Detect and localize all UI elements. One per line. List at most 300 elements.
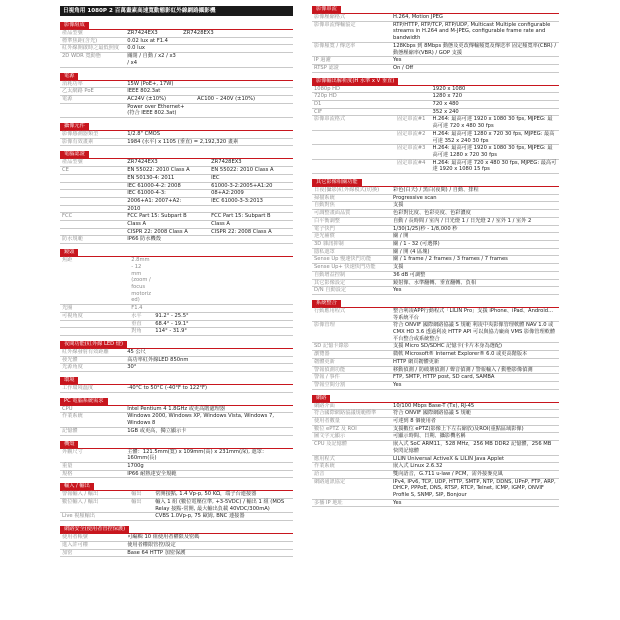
- spec-label: SD 記憶卡錄影: [312, 343, 391, 351]
- spec-value: 支援數位 ePTZ(影像上下左右縮放)及ROI(重點區域影像): [391, 425, 559, 433]
- spec-value: 常開接點, 1.4 Vp-p, 50 KΩ，端子台連接器: [153, 491, 293, 498]
- spec-table: [312, 86, 559, 174]
- spec-row: [60, 53, 293, 67]
- spec-section: [60, 483, 293, 521]
- right-column: [312, 6, 559, 512]
- spec-value: HTTP 網頁韌體更新: [391, 358, 559, 366]
- spec-value: 2.8mm - 12 mm (zoom / focus motorized): [125, 257, 153, 304]
- spec-value: [391, 108, 431, 116]
- spec-value: 1700g: [125, 462, 293, 470]
- spec-label: 進入許可權: [60, 541, 125, 549]
- spec-value: IEC 61000-4-2: 2008: [125, 182, 209, 190]
- spec-row: [312, 279, 559, 287]
- spec-value: IP66 耐熱達安全規範: [125, 470, 293, 478]
- spec-row: [312, 159, 559, 173]
- spec-label: 行動應用程式: [312, 308, 391, 322]
- spec-row: [60, 257, 293, 304]
- section-heading: 電源: [60, 73, 78, 80]
- spec-row: [312, 233, 559, 241]
- spec-row: [60, 131, 293, 138]
- spec-row: [312, 42, 559, 56]
- spec-label: Live 視頻輸出: [60, 513, 125, 521]
- spec-section: [60, 377, 293, 393]
- spec-value: 水平: [125, 312, 153, 320]
- spec-label: 網路通訊協定: [312, 478, 391, 499]
- spec-table: [60, 257, 293, 336]
- spec-label: [60, 103, 125, 117]
- spec-value: [153, 305, 293, 313]
- section-heading: 網路安全(使用者管控保護): [60, 526, 129, 533]
- spec-value: Intel Pentium 4 1.8GHz 或更高階處理器: [125, 406, 293, 413]
- spec-row: [60, 320, 293, 328]
- spec-row: [312, 93, 559, 101]
- spec-value: 68.4° - 19.1°: [153, 320, 293, 328]
- spec-value: 固定串流#2: [391, 130, 431, 144]
- spec-table: [60, 385, 293, 393]
- spec-row: [312, 358, 559, 366]
- spec-value: 128Kbps 到 8Mbps 動態及更改傳輸頻寬及傳送率 固定頻寬率(CBR) / 動態壓縮率(VBR) / GOP 支援: [391, 42, 559, 56]
- spec-value: H.264: 最高可達 1920 x 1080 30 fps, MJPEG: 最高可達 720 x 480 30 fps: [431, 116, 559, 130]
- spec-label: 發光體: [60, 356, 125, 364]
- spec-value: 1920 x 1080: [431, 86, 559, 93]
- spec-label: 重量: [60, 462, 125, 470]
- spec-label: FCC: [60, 213, 125, 221]
- spec-row: [60, 385, 293, 392]
- spec-row: [312, 240, 559, 248]
- spec-value: Class A: [209, 221, 293, 229]
- spec-section: [60, 151, 293, 244]
- spec-label: 3D 雜訊抑制: [312, 240, 391, 248]
- spec-label: 符合國際網路協議規範標準: [312, 410, 391, 418]
- spec-label: 記憶體: [60, 427, 125, 435]
- spec-section: [60, 249, 293, 336]
- spec-label: 焦距: [60, 257, 125, 304]
- spec-value: [195, 103, 293, 117]
- spec-row: [312, 14, 559, 21]
- spec-row: [312, 225, 559, 233]
- section-heading: 輸入 / 輸出: [60, 483, 94, 490]
- spec-value: IEC: [209, 174, 293, 182]
- spec-value: 1984 (水平) x 1105 (垂直) = 2,192,320 畫素: [125, 138, 293, 146]
- spec-value: EN 50130-4: 2011: [125, 174, 209, 182]
- spec-row: [60, 88, 293, 96]
- spec-value: 45 公尺: [125, 349, 293, 356]
- spec-value: [153, 257, 293, 304]
- spec-label: [60, 190, 125, 198]
- spec-table: [60, 449, 293, 479]
- spec-value: H.264, Motion JPEG: [391, 14, 559, 21]
- spec-table: [60, 406, 293, 436]
- spec-value: LILIN Universal ActiveX & LILIN Java Applet: [391, 455, 559, 463]
- spec-label: [60, 320, 125, 328]
- spec-label: 日夜(攝影)紅外線模式(切換): [312, 187, 391, 194]
- spec-value: CVBS 1.0Vp-p, 75 歐姆, BNC 連接器: [153, 513, 293, 521]
- spec-table: [60, 30, 293, 68]
- spec-label: 光源角度: [60, 364, 125, 372]
- spec-value: 1/2.8" CMOS: [125, 131, 293, 138]
- spec-label: 影像壓縮格式: [312, 14, 391, 21]
- spec-value: -40°C to 50°C (-40°F to 122°F): [125, 385, 293, 392]
- spec-row: [60, 534, 293, 541]
- spec-row: [60, 197, 293, 205]
- spec-value: 支援 Micro SD/SDHC 記憶卡(卡片本身為選配): [391, 343, 559, 351]
- spec-table: [312, 187, 559, 295]
- spec-row: [312, 478, 559, 499]
- spec-section: [60, 441, 293, 479]
- spec-row: [312, 86, 559, 93]
- spec-value: 輸出: [125, 499, 153, 513]
- spec-value: 固定串流#1: [391, 116, 431, 130]
- spec-table: [60, 349, 293, 372]
- spec-label: 影像串流格式: [312, 116, 391, 130]
- spec-value: 固定串流#4: [391, 159, 431, 173]
- spec-value: 114° - 31.9°: [153, 328, 293, 336]
- spec-section: [60, 22, 293, 68]
- spec-label: 光圈: [60, 305, 125, 313]
- section-heading: PC 電腦系統需求: [60, 398, 108, 405]
- spec-row: [312, 463, 559, 471]
- spec-value: AC100 – 240V (±10%): [195, 95, 293, 103]
- spec-value: F1.4: [125, 305, 153, 313]
- spec-value: FCC Part 15: Subpart B: [125, 213, 209, 221]
- spec-value: Windows 2000, Windows XP, Windows Vista, Windows 7, Windows 8: [125, 413, 293, 427]
- spec-row: [312, 441, 559, 455]
- spec-label: 720p HD: [312, 93, 391, 101]
- spec-value: IEEE 802.3at: [125, 88, 195, 96]
- spec-label: 可調整畫面品質: [312, 210, 391, 218]
- spec-value: [181, 53, 293, 67]
- spec-row: [60, 499, 293, 513]
- spec-label: 數位輸入 / 輸出: [60, 499, 125, 513]
- spec-row: [60, 95, 293, 103]
- spec-section: [312, 78, 559, 174]
- spec-row: [312, 108, 559, 116]
- spec-row: [60, 103, 293, 117]
- spec-label: 語音: [312, 470, 391, 478]
- spec-section: [312, 395, 559, 508]
- spec-value: 關 / 1 frame / 2 frames / 3 frames / 7 frames: [391, 256, 559, 264]
- spec-label: 可視角度: [60, 312, 125, 320]
- spec-value: Power over Ethernet+ (符合 IEEE 802.3at): [125, 103, 195, 117]
- spec-row: [312, 433, 559, 441]
- spec-label: 警報偵測功能: [312, 366, 391, 374]
- spec-row: [60, 213, 293, 221]
- spec-row: [60, 513, 293, 521]
- spec-label: 規格: [60, 470, 125, 478]
- spec-row: [312, 425, 559, 433]
- spec-value: 08+A2:2009: [209, 190, 293, 198]
- spec-label: 其它影像設定: [312, 279, 391, 287]
- spec-value: 91.2° - 25.5°: [153, 312, 293, 320]
- spec-label: 多播 IP 地址: [312, 499, 391, 507]
- spec-row: [60, 491, 293, 498]
- spec-section: [60, 398, 293, 436]
- spec-value: 61000-3-2:2005+A1:20: [209, 182, 293, 190]
- spec-value: H.264: 最高可達 1280 x 720 30 fps, MJPEG: 最高可達 352 x 240 30 fps: [431, 130, 559, 144]
- spec-value: 使用者權限管控/設定: [125, 541, 293, 549]
- spec-value: 自動 / 長時間 / 室內 / 日光燈 1 / 日光燈 2 / 室外 1 / 室外 2: [391, 217, 559, 225]
- section-heading: 其它影像相關功能: [312, 179, 362, 186]
- spec-label: 電源: [60, 95, 125, 103]
- spec-label: 標準焦距(含光): [60, 37, 125, 45]
- spec-value: 支援: [391, 202, 559, 210]
- spec-table: [60, 81, 293, 119]
- spec-value: 對角: [125, 328, 153, 336]
- spec-label: 作業系統: [60, 413, 125, 427]
- spec-label: D1: [312, 101, 391, 109]
- section-heading: 影像組成: [60, 22, 89, 29]
- section-heading: 機殼: [60, 441, 78, 448]
- spec-value: [195, 88, 293, 96]
- spec-label: [60, 174, 125, 182]
- spec-value: EN 55022: 2010 Class A: [209, 167, 293, 175]
- spec-label: 自動增益控制: [312, 271, 391, 279]
- spec-row: [60, 364, 293, 372]
- spec-label: [60, 221, 125, 229]
- section-heading: 影像輸出解析度(H 水準 x V 垂直): [312, 78, 398, 85]
- spec-label: 加密: [60, 549, 125, 557]
- spec-section: [60, 123, 293, 146]
- spec-label: 瀏覽器: [312, 351, 391, 359]
- spec-value: On / Off: [391, 64, 559, 72]
- spec-label: 紅外線發射有效距離: [60, 349, 125, 356]
- spec-row: [60, 462, 293, 470]
- spec-row: [312, 308, 559, 322]
- spec-row: [60, 449, 293, 463]
- spec-row: [60, 174, 293, 182]
- spec-label: 網路介面: [312, 403, 391, 410]
- spec-section: [312, 300, 559, 390]
- spec-value: 移動偵測 / 防破壞偵測 / 聲音偵測 / 警報輸入 / 動態影像偵測: [391, 366, 559, 374]
- spec-row: [60, 427, 293, 435]
- spec-value: 符合 ONVIF 國際網路協議 S 規範 利凌中央影像管理軟體 NAV 1.0 或 CMX HD 3.6 透過利凌 HTTP API 可以與協力廠商 VMS 影像管理軟體平台整合或系統整合: [391, 322, 559, 343]
- spec-row: [312, 116, 559, 130]
- spec-row: [60, 236, 293, 244]
- spec-label: CPU: [60, 406, 125, 413]
- spec-row: [60, 221, 293, 229]
- spec-row: [312, 271, 559, 279]
- spec-label: 消耗功率: [60, 81, 125, 88]
- spec-row: [312, 202, 559, 210]
- spec-label: 數位 ePTZ 及 ROI: [312, 425, 391, 433]
- spec-label: 防水規範: [60, 236, 125, 244]
- spec-row: [60, 159, 293, 166]
- spec-row: [60, 406, 293, 413]
- spec-label: [312, 159, 391, 173]
- spec-value: Base 64 HTTP 加密保護: [125, 549, 293, 557]
- spec-label: 使用者帳號: [60, 534, 125, 541]
- spec-value: IEC 61000-3-3:2013: [209, 197, 293, 205]
- spec-label: 影像串流傳輸協定: [312, 21, 391, 42]
- spec-label: 隱私遮罩: [312, 248, 391, 256]
- spec-row: [312, 403, 559, 410]
- spec-value: [125, 513, 153, 521]
- spec-label: [312, 130, 391, 144]
- spec-row: [60, 305, 293, 313]
- spec-row: [312, 57, 559, 65]
- spec-row: [312, 410, 559, 418]
- spec-value: [391, 93, 431, 101]
- spec-value: CISPR 22: 2008 Class A: [209, 228, 293, 236]
- spec-value: RTP/HTTP, RTP/TCP, RTP/UDP, Multicast Multiple configurable streams in H.264 and M-JPEG, configurable frame rate and bandwidth: [391, 21, 559, 42]
- spec-row: [312, 287, 559, 295]
- spec-row: [312, 210, 559, 218]
- spec-row: [60, 81, 293, 88]
- spec-value: 2010: [125, 205, 209, 213]
- spec-label: CPU 及記憶體: [312, 441, 391, 455]
- spec-value: [391, 86, 431, 93]
- spec-value: 1GB 或更高，獨立顯示卡: [125, 427, 293, 435]
- spec-row: [60, 228, 293, 236]
- spec-row: [312, 264, 559, 272]
- spec-label: 產品型號: [60, 30, 125, 37]
- spec-row: [312, 374, 559, 382]
- spec-label: 使用者數量: [312, 418, 391, 426]
- spec-value: ZR7428EX3: [181, 30, 293, 37]
- spec-section: [60, 526, 293, 557]
- spec-label: 白平衡調整: [312, 217, 391, 225]
- spec-value: H.264: 最高可達 720 x 480 30 fps, MJPEG: 最高可達 1920 x 1080 15 fps: [431, 159, 559, 173]
- spec-label: 應用程式: [312, 455, 391, 463]
- spec-label: [60, 328, 125, 336]
- spec-label: 產品型號: [60, 159, 125, 166]
- spec-value: Yes: [391, 381, 559, 389]
- spec-label: 1080p HD: [312, 86, 391, 93]
- spec-row: [60, 190, 293, 198]
- spec-value: 嵌入式 Linux 2.6.32: [391, 463, 559, 471]
- spec-label: 工作環境溫度: [60, 385, 125, 392]
- spec-row: [312, 64, 559, 72]
- left-column: [60, 6, 293, 562]
- spec-value: 0.02 lux at F1.4: [125, 37, 181, 45]
- spec-label: CE: [60, 167, 125, 175]
- spec-table: [312, 14, 559, 73]
- section-heading: 電腦認證: [60, 151, 89, 158]
- spec-section: [312, 6, 559, 73]
- spec-row: [312, 217, 559, 225]
- spec-row: [60, 356, 293, 364]
- spec-label: 影像有效畫素: [60, 138, 125, 146]
- spec-value: 可顯示時間、日期、攝影機名稱: [391, 433, 559, 441]
- spec-table: [60, 159, 293, 244]
- spec-label: 警報輸入 / 輸出: [60, 491, 125, 498]
- spec-label: 外觀尺寸: [60, 449, 125, 463]
- spec-row: [312, 343, 559, 351]
- spec-value: ZR7424EX3: [125, 159, 209, 166]
- section-heading: 影像串流: [312, 6, 341, 13]
- spec-value: 高功率紅外線LED 850nm: [125, 356, 293, 364]
- spec-label: 影像頻寬 / 傳送率: [312, 42, 391, 56]
- spec-value: Yes: [391, 57, 559, 65]
- spec-value: 關 / 1 - 32 (可選擇): [391, 240, 559, 248]
- spec-label: 影像感測器類型: [60, 131, 125, 138]
- spec-value: [181, 45, 293, 53]
- spec-value: H.264: 最高可達 1920 x 1080 30 fps, MJPEG: 最高可達 1280 x 720 30 fps: [431, 145, 559, 159]
- spec-value: 2006+A1: 2007+A2:: [125, 197, 209, 205]
- spec-label: 韌體更新: [312, 358, 391, 366]
- spec-value: 720 x 480: [431, 101, 559, 109]
- spec-value: 可編輯 10 組使用者權限及密碼: [125, 534, 293, 541]
- spec-value: EN 55022: 2010 Class A: [125, 167, 209, 175]
- spec-row: [312, 130, 559, 144]
- spec-value: 輸入 1 組 (數位電壓位準, +3-5VDC) / 輸出 1 組 (MOS Relay 接點-常開, 最大輸出負載 40VDC/300mA): [153, 499, 293, 513]
- spec-value: 關 / 開: [391, 233, 559, 241]
- spec-value: 1/30(1/25)秒 - 1/8,000 秒: [391, 225, 559, 233]
- section-heading: 夜間功能(紅外線 LED 燈): [60, 341, 127, 348]
- spec-label: Sense Up+ 快速快門功能: [312, 264, 391, 272]
- spec-row: [60, 470, 293, 478]
- spec-label: [312, 145, 391, 159]
- spec-value: 0.0 lux: [125, 45, 181, 53]
- spec-value: Yes: [391, 499, 559, 507]
- spec-table: [60, 491, 293, 521]
- spec-value: ZR7424EX3: [125, 30, 181, 37]
- spec-row: [60, 541, 293, 549]
- spec-row: [312, 256, 559, 264]
- spec-value: 可達到 8 個使用者: [391, 418, 559, 426]
- spec-section: [60, 73, 293, 119]
- spec-label: [60, 182, 125, 190]
- spec-value: 15W (PoE+, 17W): [125, 81, 195, 88]
- spec-row: [60, 45, 293, 53]
- spec-row: [60, 138, 293, 146]
- spec-table: [60, 131, 293, 146]
- spec-value: 352 x 240: [431, 108, 559, 116]
- spec-value: Progressive scan: [391, 194, 559, 202]
- spec-row: [312, 21, 559, 42]
- spec-value: 鏡射像、水準翻轉、垂直翻轉、負相: [391, 279, 559, 287]
- spec-value: FTP, SMTP, HTTP post, SD card, SAMBA: [391, 374, 559, 382]
- spec-label: 掃描系統: [312, 194, 391, 202]
- spec-row: [312, 101, 559, 109]
- spec-table: [312, 403, 559, 508]
- spec-row: [312, 145, 559, 159]
- spec-row: [60, 167, 293, 175]
- section-heading: 網路: [312, 395, 330, 402]
- spec-value: 雙向語音，G.711 u-law / PCM，需外接麥克風: [391, 470, 559, 478]
- spec-value: [209, 236, 293, 244]
- spec-value: [181, 37, 293, 45]
- spec-value: 1280 x 720: [431, 93, 559, 101]
- spec-value: 30°: [125, 364, 293, 372]
- spec-row: [312, 351, 559, 359]
- spec-label: 自動對焦: [312, 202, 391, 210]
- section-heading: 環境: [60, 377, 78, 384]
- spec-value: AC24V (±10%): [125, 95, 195, 103]
- spec-row: [312, 194, 559, 202]
- spec-value: FCC Part 15: Subpart B: [209, 213, 293, 221]
- spec-value: Yes: [391, 287, 559, 295]
- spec-label: Sense Up 慢速快門功能: [312, 256, 391, 264]
- spec-value: 整合利凌APP行動程式「LILIN Pro」支援 iPhone、iPad、Android...等系統平台: [391, 308, 559, 322]
- spec-label: 警報空間分割: [312, 381, 391, 389]
- spec-label: [60, 205, 125, 213]
- spec-label: D/N 自動設定: [312, 287, 391, 295]
- document-title: 日視角用 1080P 2 百萬畫素高速寬動態影紅外線網路攝影機: [60, 6, 293, 16]
- spec-value: 主體：121.5mm(寬) x 109mm(高) x 231mm(深), 遮罩：160mm(長): [125, 449, 293, 463]
- spec-row: [312, 499, 559, 507]
- spec-label: 乙太網路 PoE: [60, 88, 125, 96]
- spec-label: [60, 228, 125, 236]
- spec-value: 關閉 / 自動 / x2 / x3 / x4: [125, 53, 181, 67]
- spec-table: [312, 308, 559, 390]
- spec-table: [60, 534, 293, 557]
- spec-label: CIF: [312, 108, 391, 116]
- spec-row: [60, 413, 293, 427]
- spec-label: [60, 197, 125, 205]
- spec-row: [312, 187, 559, 194]
- spec-value: CISPR 22: 2008 Class A: [125, 228, 209, 236]
